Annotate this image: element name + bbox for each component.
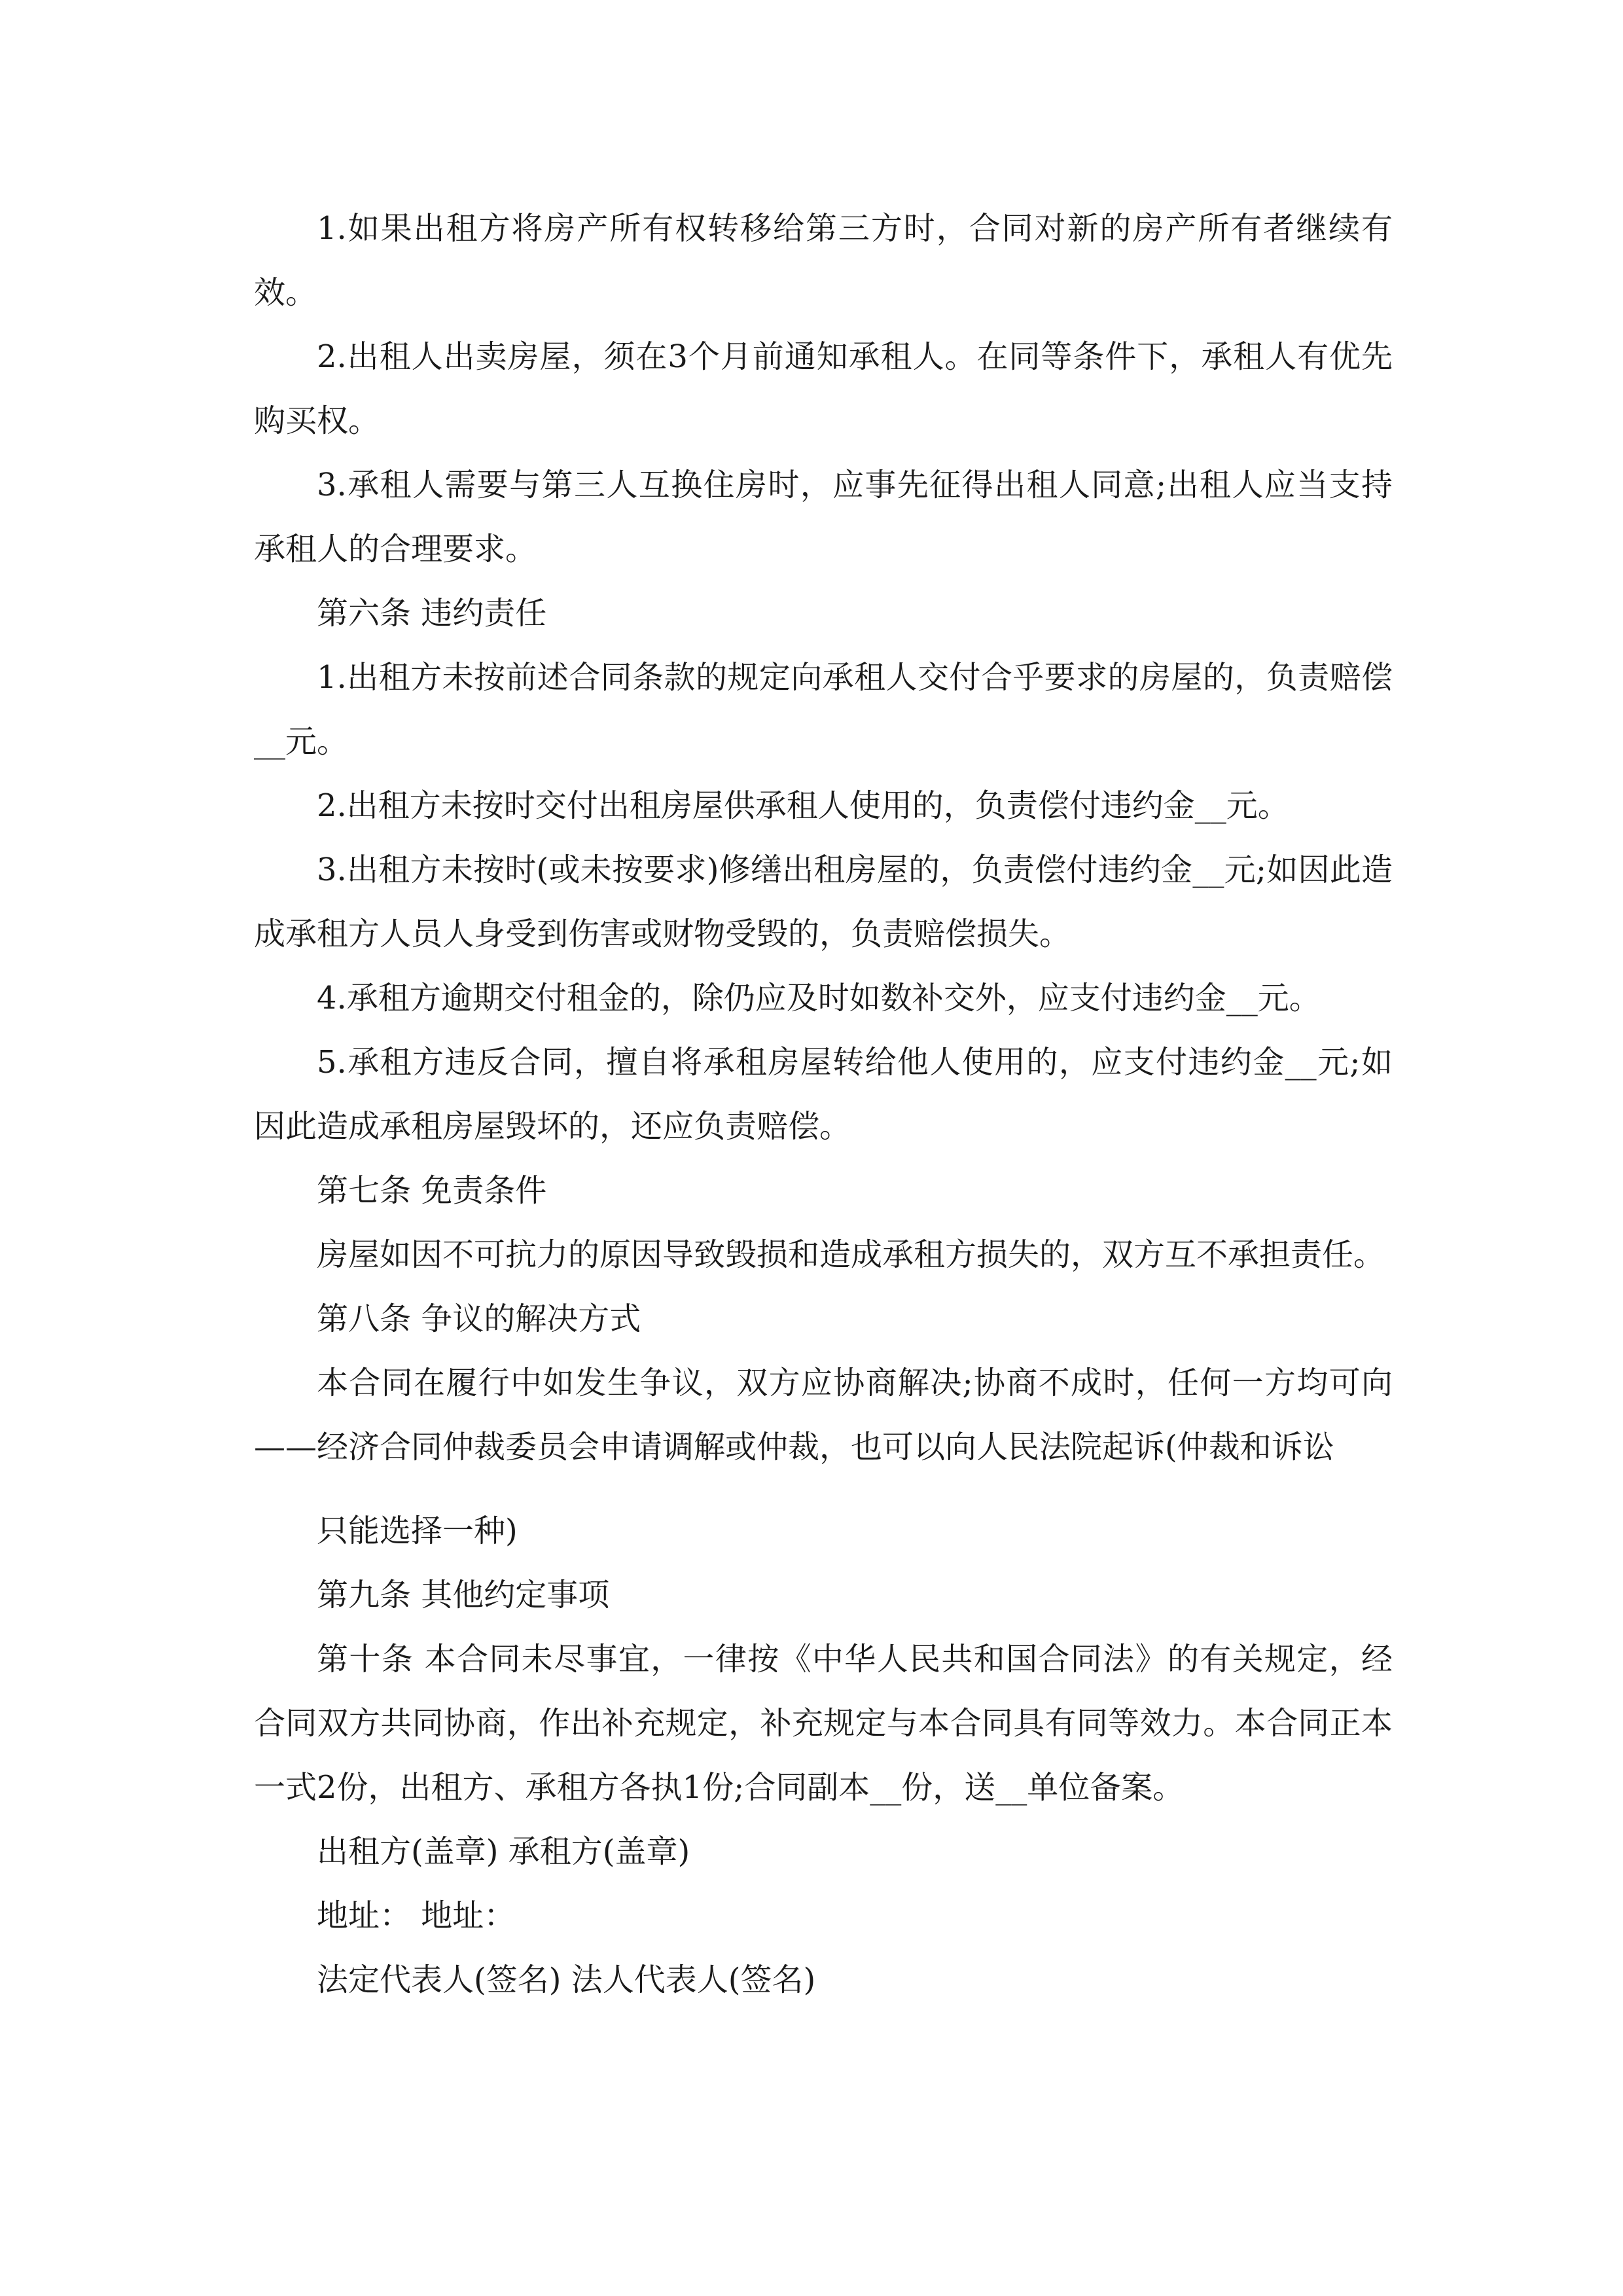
clause-8-body-continued: 只能选择一种)	[317, 1513, 518, 1549]
clause-5-item-3: 3.承租人需要与第三人互换住房时，应事先征得出租人同意;出租人应当支持承租人的合理要求。	[254, 467, 1393, 567]
clause-6-item-4: 4.承租方逾期交付租金的，除仍应及时如数补交外，应支付违约金__元。	[317, 980, 1321, 1016]
clause-8-heading: 第八条 争议的解决方式	[317, 1300, 641, 1337]
signature-seal-line: 出租方(盖章) 承租方(盖章)	[317, 1833, 690, 1870]
clause-6-heading: 第六条 违约责任	[317, 595, 547, 632]
clause-5-item-2: 2.出租人出卖房屋，须在3个月前通知承租人。在同等条件下，承租人有优先购买权。	[254, 338, 1393, 439]
clause-6-item-5: 5.承租方违反合同，擅自将承租房屋转给他人使用的，应支付违约金__元;如因此造成承租房屋毁坏的，还应负责赔偿。	[254, 1044, 1393, 1145]
document-page	[254, 196, 1393, 2012]
clause-7-heading: 第七条 免责条件	[317, 1172, 547, 1209]
clause-6-item-3: 3.出租方未按时(或未按要求)修缮出租房屋的，负责偿付违约金__元;如因此造成承租方人员人身受到伤害或财物受毁的，负责赔偿损失。	[254, 852, 1393, 952]
clause-6-item-2: 2.出租方未按时交付出租房屋供承租人使用的，负责偿付违约金__元。	[317, 787, 1289, 824]
signature-representative-line: 法定代表人(签名) 法人代表人(签名)	[317, 1962, 816, 1998]
clause-7-body: 房屋如因不可抗力的原因导致毁损和造成承租方损失的，双方互不承担责任。	[317, 1236, 1385, 1273]
clause-6-item-1: 1.出租方未按前述合同条款的规定向承租人交付合乎要求的房屋的，负责赔偿__元。	[254, 659, 1393, 760]
clause-8-body: 本合同在履行中如发生争议，双方应协商解决;协商不成时，任何一方均可向——经济合同仲裁委员会申请调解或仲裁，也可以向人民法院起诉(仲裁和诉讼	[254, 1365, 1393, 1465]
clause-10-body: 第十条 本合同未尽事宜，一律按《中华人民共和国合同法》的有关规定，经合同双方共同协商，作出补充规定，补充规定与本合同具有同等效力。本合同正本一式2份，出租方、承租方各执1份;合同副本__份，送__单位备案。	[254, 1641, 1393, 1806]
signature-address-line: 地址： 地址：	[317, 1897, 516, 1934]
clause-9-heading: 第九条 其他约定事项	[317, 1577, 610, 1613]
clause-5-item-1: 1.如果出租方将房产所有权转移给第三方时，合同对新的房产所有者继续有效。	[254, 210, 1393, 311]
